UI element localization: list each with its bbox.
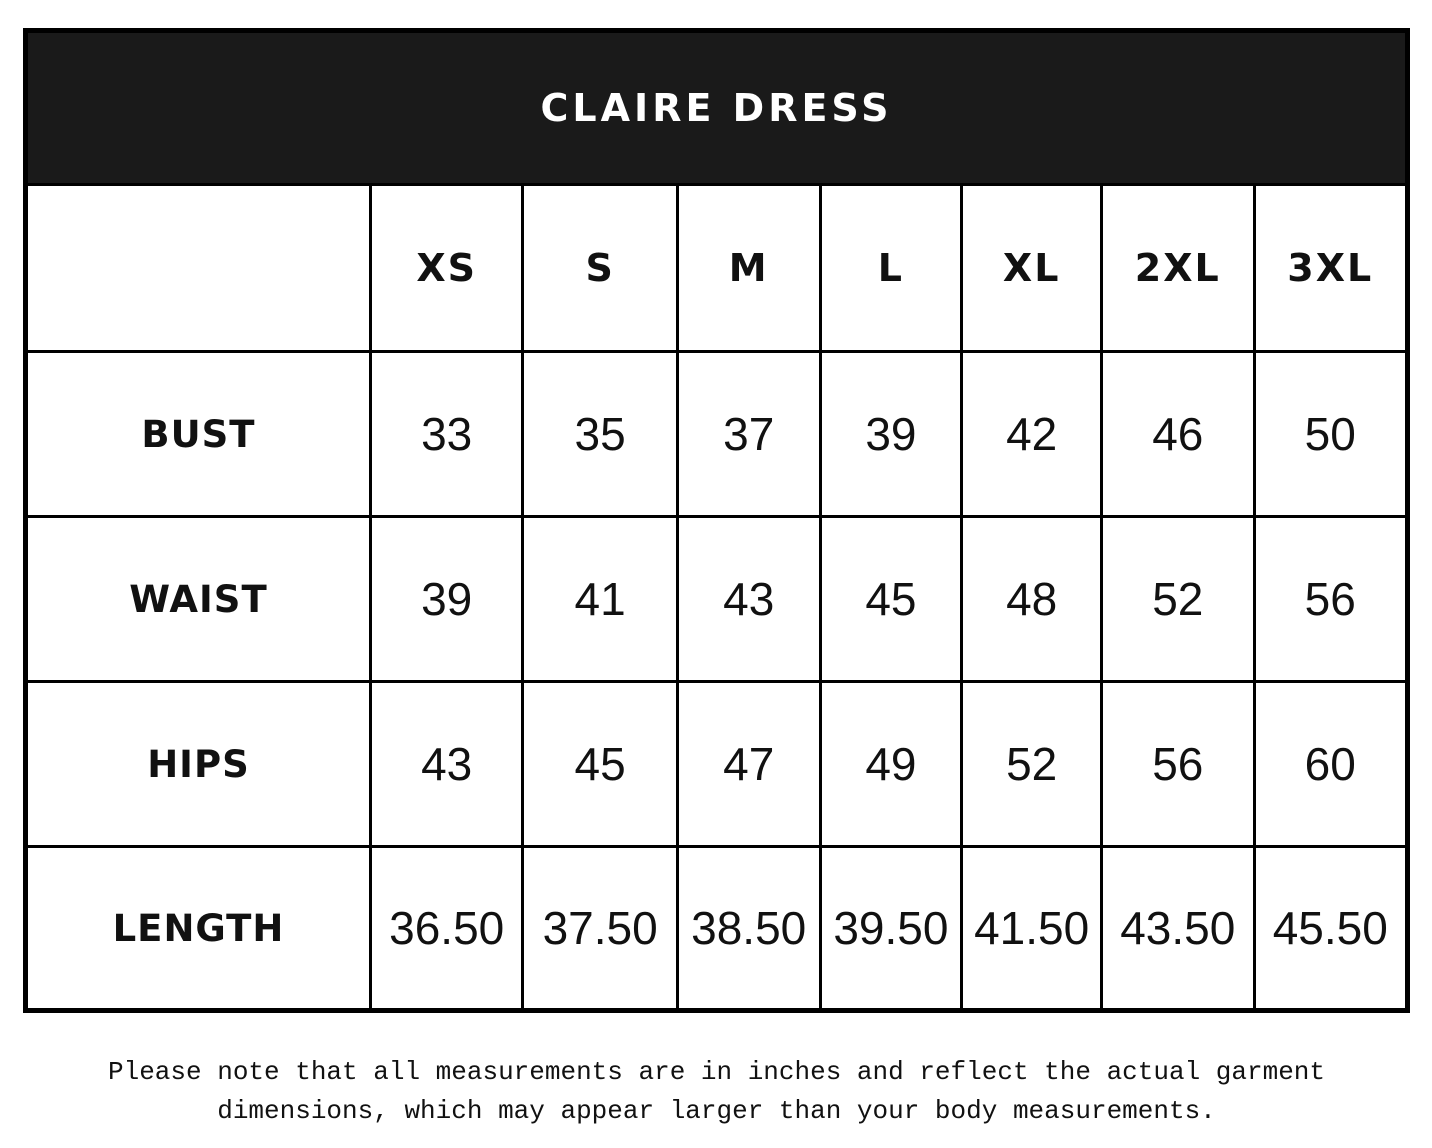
size-column-header-l: L: [822, 186, 961, 350]
measurement-cell: 35: [524, 353, 675, 515]
measurement-cell: 39.50: [822, 848, 961, 1008]
row-label-hips: HIPS: [28, 683, 369, 845]
chart-title: CLAIRE DRESS: [540, 86, 893, 130]
measurement-cell: 48: [963, 518, 1100, 680]
size-column-header-m: M: [679, 186, 819, 350]
size-table: [28, 33, 1405, 1008]
measurement-cell: 45: [822, 518, 961, 680]
row-label-length: LENGTH: [28, 848, 369, 1008]
size-column-header-xl: XL: [963, 186, 1100, 350]
measurement-cell: 43: [679, 518, 819, 680]
size-column-header-3xl: 3XL: [1256, 186, 1405, 350]
size-chart: [23, 28, 1410, 1013]
measurement-cell: 38.50: [679, 848, 819, 1008]
measurement-cell: 41.50: [963, 848, 1100, 1008]
measurement-cell: 33: [372, 353, 521, 515]
measurement-cell: 43.50: [1103, 848, 1252, 1008]
size-column-header-2xl: 2XL: [1103, 186, 1252, 350]
row-label-waist: WAIST: [28, 518, 369, 680]
measurement-note: Please note that all measurements are in inches and reflect the actual garment dimensions, which may appear larger than your body measurements.: [108, 1057, 1325, 1126]
measurement-cell: 52: [963, 683, 1100, 845]
measurement-cell: 42: [963, 353, 1100, 515]
size-column-header-s: S: [524, 186, 675, 350]
measurement-cell: 56: [1256, 518, 1405, 680]
measurement-cell: 37.50: [524, 848, 675, 1008]
chart-title-bar: [28, 33, 1405, 183]
measurement-cell: 45: [524, 683, 675, 845]
measurement-cell: 39: [822, 353, 961, 515]
measurement-cell: 56: [1103, 683, 1252, 845]
measurement-cell: 45.50: [1256, 848, 1405, 1008]
measurement-cell: 46: [1103, 353, 1252, 515]
size-column-header-xs: XS: [372, 186, 521, 350]
measurement-cell: 47: [679, 683, 819, 845]
measurement-cell: 39: [372, 518, 521, 680]
measurement-cell: 50: [1256, 353, 1405, 515]
measurement-cell: 41: [524, 518, 675, 680]
measurement-cell: 60: [1256, 683, 1405, 845]
measurement-cell: 36.50: [372, 848, 521, 1008]
measurement-cell: 49: [822, 683, 961, 845]
corner-cell: [28, 186, 369, 350]
row-label-bust: BUST: [28, 353, 369, 515]
measurement-cell: 43: [372, 683, 521, 845]
measurement-cell: 37: [679, 353, 819, 515]
measurement-cell: 52: [1103, 518, 1252, 680]
